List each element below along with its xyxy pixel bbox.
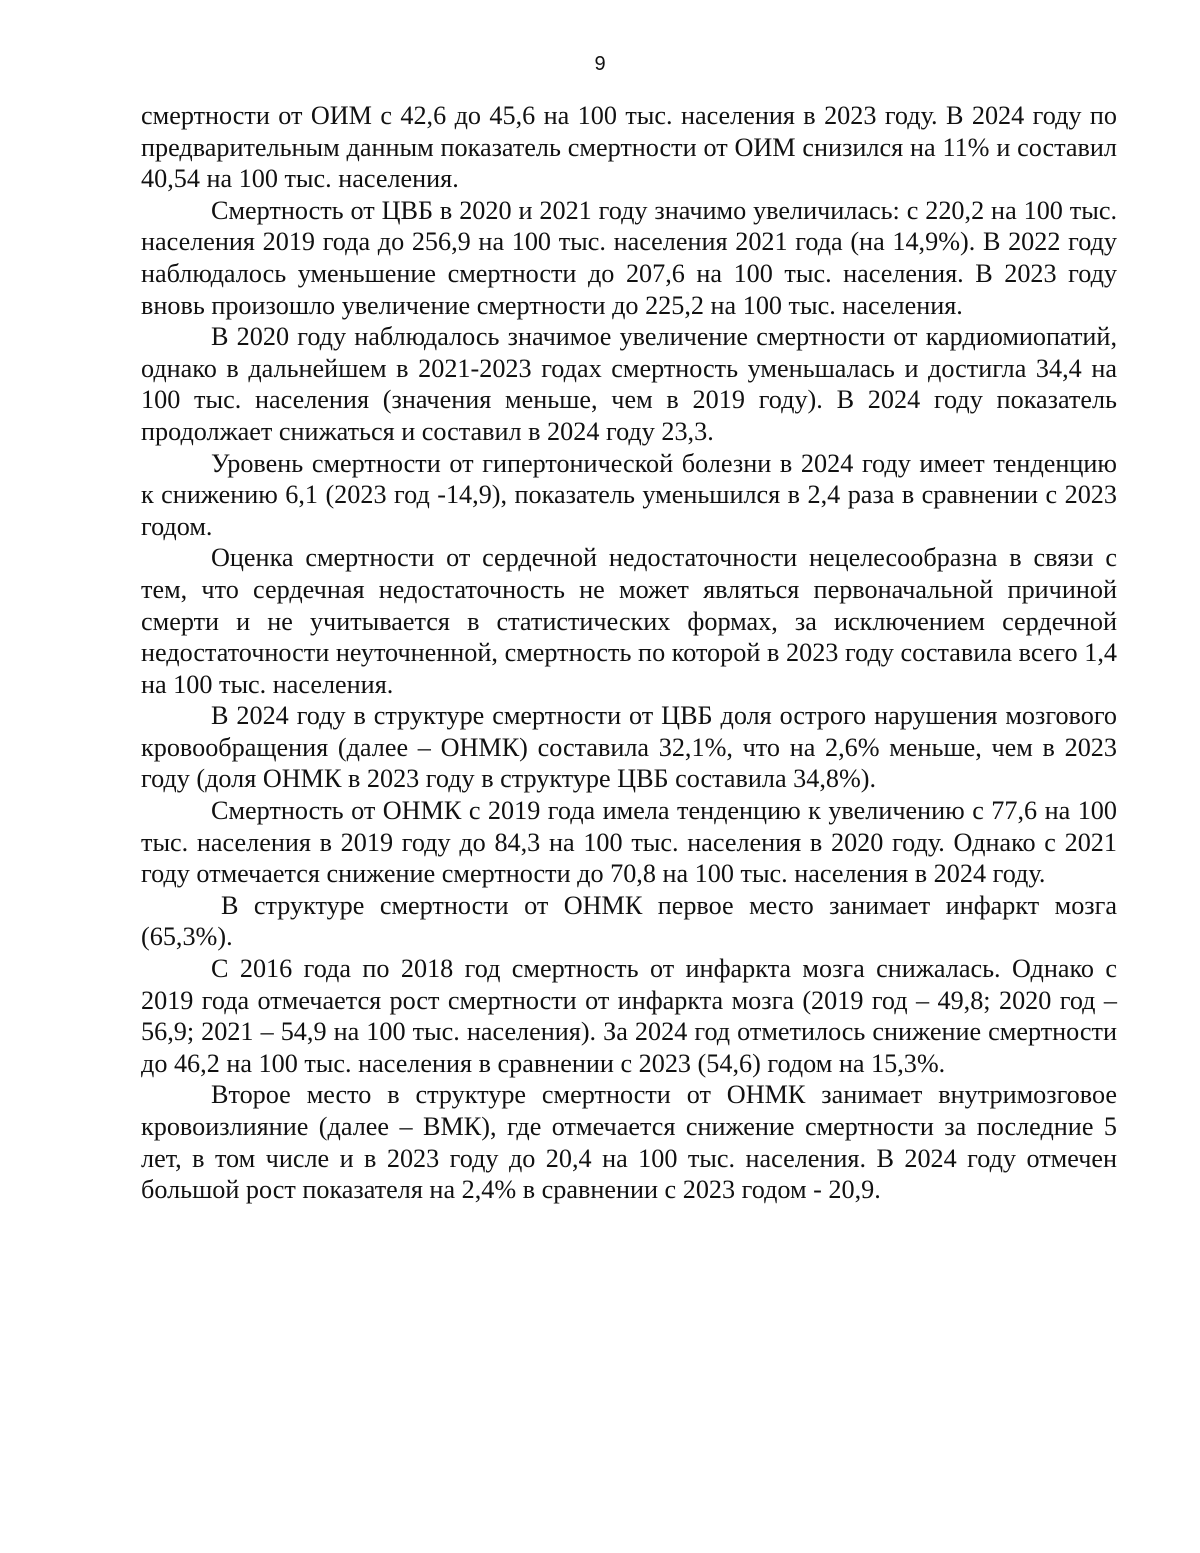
paragraph-stroke-structure: В структуре смертности от ОНМК первое место занимает инфаркт мозга (65,3%). bbox=[141, 890, 1117, 952]
paragraph-intracerebral-hemorrhage: Второе место в структуре смертности от ОНМК занимает внутримозговое кровоизлияние (далее – ВМК), где отмечается снижение смертности за последние 5 лет, в том числе и в 2023 году до 20,4 на 100 тыс. населения. В 2024 году отмечен большой рост показателя на 2,4% в сравнении с 2023 годом - 20,9. bbox=[141, 1080, 1117, 1205]
page-number: 9 bbox=[594, 53, 606, 75]
paragraph-heart-failure: Оценка смертности от сердечной недостаточности нецелесообразна в связи с тем, что сердечная недостаточность не может являться первоначальной причиной смерти и не учитывается в статистических формах, за исключением сердечной недостаточности неуточненной, смертность по которой в 2023 году составила всего 1,4 на 100 тыс. населения. bbox=[141, 543, 1117, 699]
paragraph-oim-mortality: смертности от ОИМ с 42,6 до 45,6 на 100 тыс. населения в 2023 году. В 2024 году по предварительным данным показатель смертности от ОИМ снизился на 11% и составил 40,54 на 100 тыс. населения. bbox=[141, 101, 1117, 194]
paragraph-stroke-mortality: Смертность от ОНМК с 2019 года имела тенденцию к увеличению с 77,6 на 100 тыс. населения в 2019 году до 84,3 на 100 тыс. населения в 2020 году. Однако с 2021 году отмечается снижение смертности до 70,8 на 100 тыс. населения в 2024 году. bbox=[141, 796, 1117, 889]
document-body bbox=[141, 100, 1117, 1206]
paragraph-brain-infarction: С 2016 года по 2018 год смертность от инфаркта мозга снижалась. Однако с 2019 года отмечается рост смертности от инфаркта мозга (2019 год – 49,8; 2020 год – 56,9; 2021 – 54,9 на 100 тыс. населения). За 2024 год отметилось снижение смертности до 46,2 на 100 тыс. населения в сравнении с 2023 (54,6) годом на 15,3%. bbox=[141, 954, 1117, 1078]
paragraph-cvd-mortality: Смертность от ЦВБ в 2020 и 2021 году значимо увеличилась: с 220,2 на 100 тыс. населения 2019 года до 256,9 на 100 тыс. населения 2021 года (на 14,9%). В 2022 году наблюдалось уменьшение смертности до 207,6 на 100 тыс. населения. В 2023 году вновь произошло увеличение смертности до 225,2 на 100 тыс. населения. bbox=[141, 195, 1117, 320]
paragraph-cardiomyopathy: В 2020 году наблюдалось значимое увеличение смертности от кардиомиопатий, однако в дальнейшем в 2021-2023 годах смертность уменьшалась и достигла 34,4 на 100 тыс. населения (значения меньше, чем в 2019 году). В 2024 году показатель продолжает снижаться и составил в 2024 году 23,3. bbox=[141, 322, 1117, 446]
paragraph-hypertension: Уровень смертности от гипертонической болезни в 2024 году имеет тенденцию к снижению 6,1 (2023 год -14,9), показатель уменьшился в 2,4 раза в сравнении с 2023 годом. bbox=[141, 448, 1117, 541]
paragraph-stroke-share: В 2024 году в структуре смертности от ЦВБ доля острого нарушения мозгового кровообращения (далее – ОНМК) составила 32,1%, что на 2,6% меньше, чем в 2023 году (доля ОНМК в 2023 году в структуре ЦВБ составила 34,8%). bbox=[141, 701, 1117, 794]
